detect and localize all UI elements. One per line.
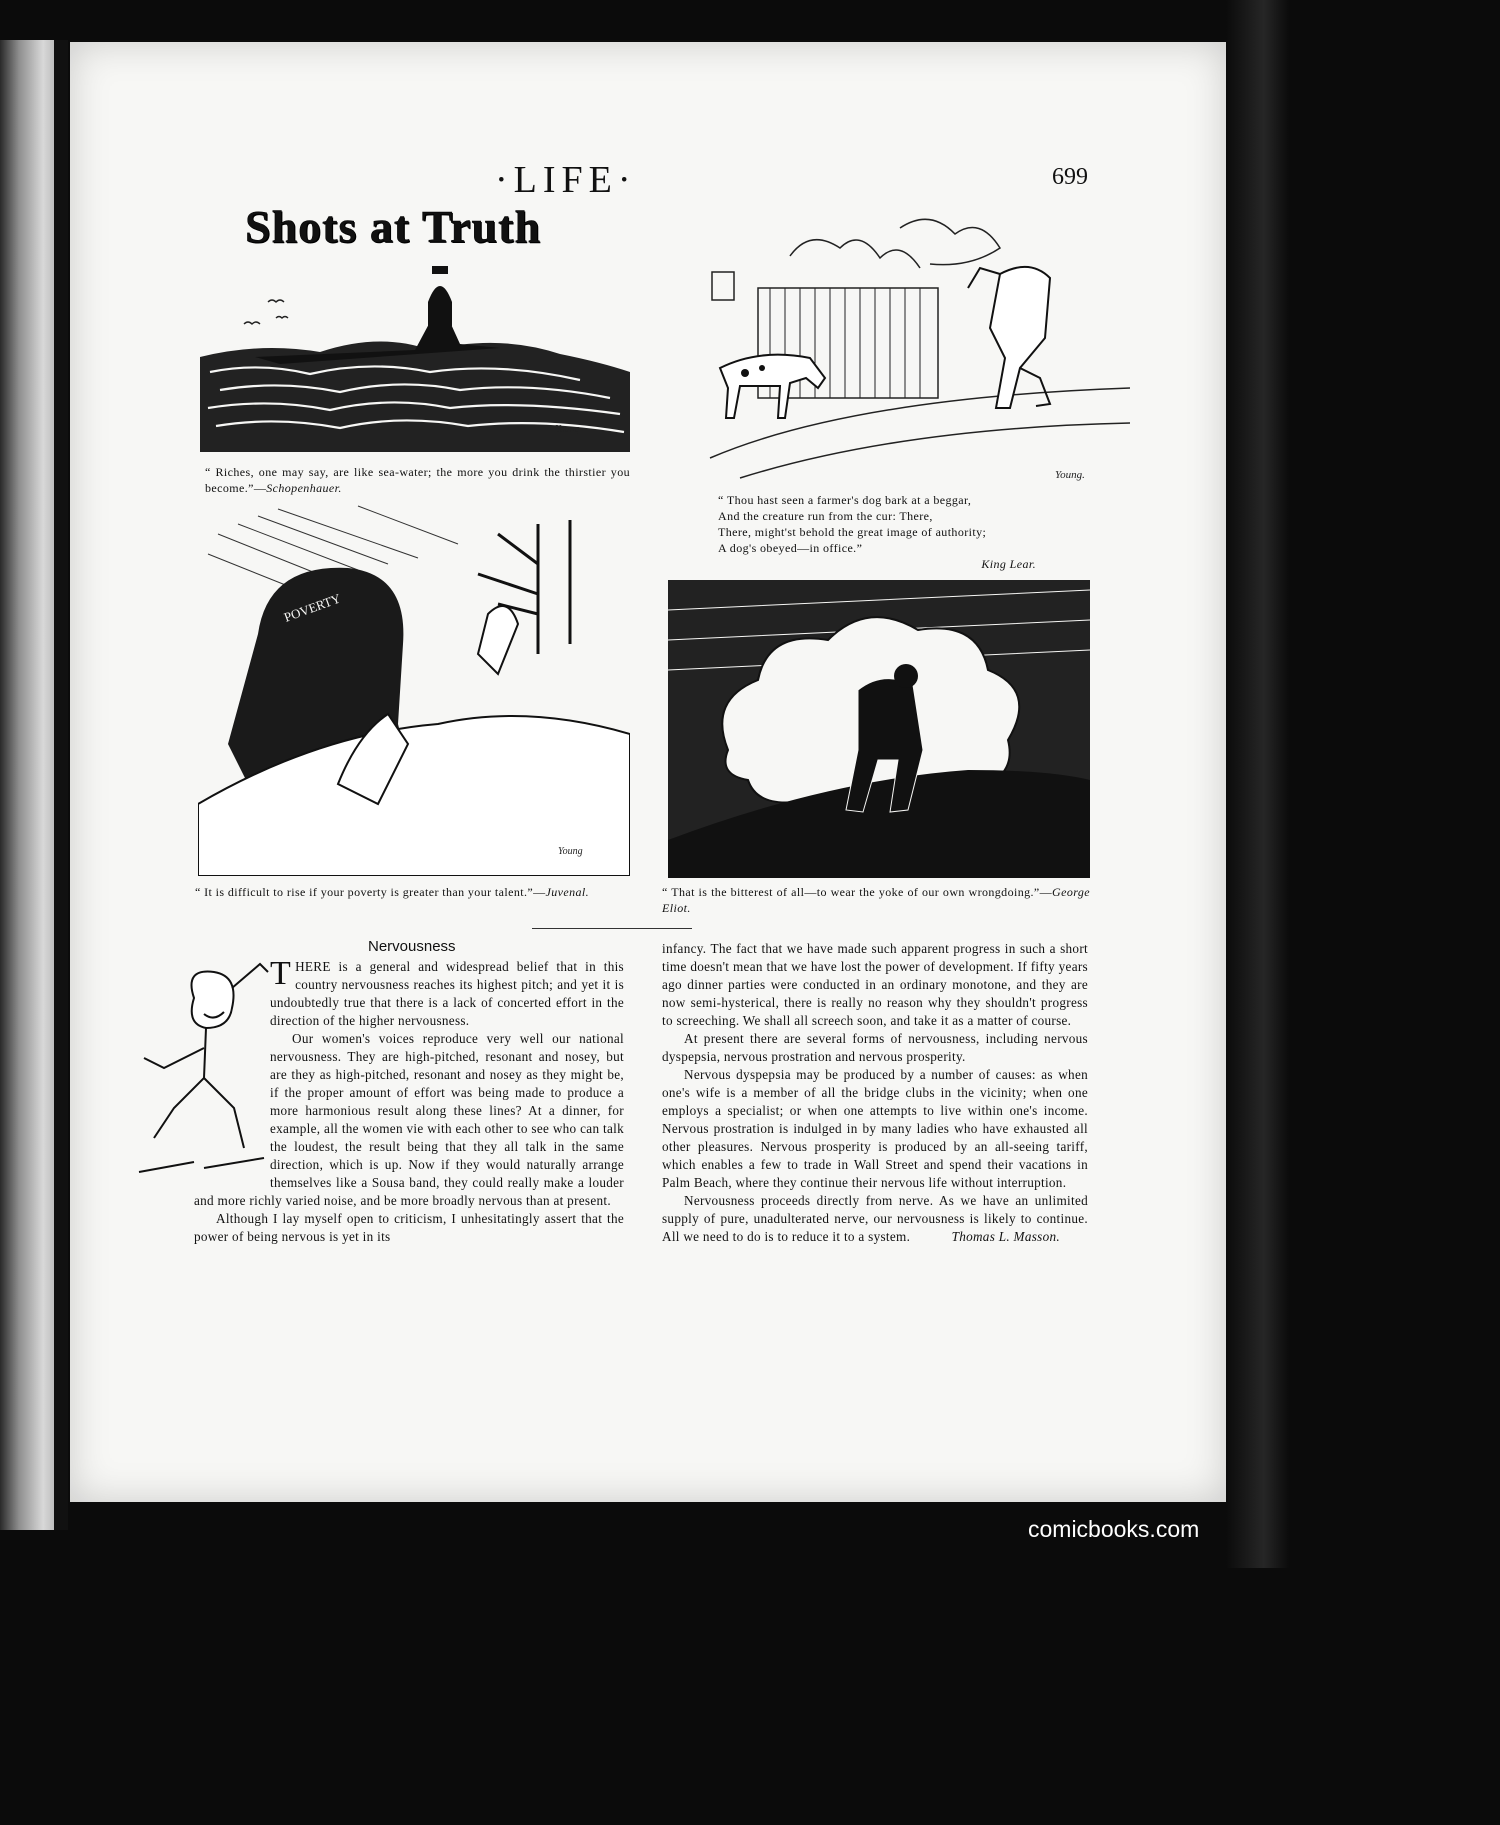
yoke-illustration bbox=[668, 580, 1090, 878]
sea-boat-illustration bbox=[200, 262, 630, 452]
section-divider bbox=[532, 928, 692, 929]
left-page-edge bbox=[0, 40, 54, 1530]
essay-paragraph: Nervous dyspepsia may be produced by a number of causes: as when one's wife is a member of all the bridge clubs in the vicinity; when one employs a specialist; or when one attempts to live within one's income. Nervous prostration is indulged in by many ladies who have exhausted all other pleasures. Nervous prosperity is produced by an all-seeing tariff, which enables a few to trade in Wall Street and spend their vacations in Palm Beach, where they continue their nervous life without interruption. bbox=[662, 1067, 1088, 1190]
essay-paragraph: infancy. The fact that we have made such apparent progress in such a short time doesn't mean that we have lost the power of development. If fifty years ago dinner parties were conducted in an ordinary monotone, and they are now semi-hysterical, there is really no reason why they shouldn't progress to screeching. We shall all screech soon, and take it as a matter of course. bbox=[662, 941, 1088, 1028]
caption-king-lear bbox=[718, 492, 1048, 572]
caption-riches bbox=[205, 464, 630, 496]
caption-riches-source: Schopenhauer. bbox=[266, 481, 342, 495]
magazine-title: ·LIFE· bbox=[495, 159, 637, 201]
svg-text:Young: Young bbox=[555, 424, 580, 435]
caption-poverty-source: Juvenal. bbox=[545, 885, 590, 899]
essay-title: Nervousness bbox=[368, 938, 456, 955]
page-number: 699 bbox=[1052, 164, 1088, 190]
essay-paragraph: Although I lay myself open to criticism, I unhesitatingly assert that the power of being nervous is yet in its bbox=[194, 1211, 624, 1244]
essay-paragraph: Nervousness proceeds directly from nerve. As we have an unlimited supply of pure, unadulterated nerve, our nervousness is likely to continue. All we need to do is to reduce it to a system. bbox=[662, 1193, 1088, 1244]
essay-column-2 bbox=[662, 940, 1088, 1246]
caption-king-lear-line: And the creature run from the cur: There, bbox=[718, 509, 933, 523]
caption-king-lear-line: A dog's obeyed—in office.” bbox=[718, 541, 863, 555]
section-title: Shots at Truth bbox=[245, 201, 542, 252]
caption-bitterest-quote: “ That is the bitterest of all—to wear the yoke of our own wrongdoing.”— bbox=[662, 885, 1053, 899]
dog-beggar-illustration bbox=[700, 208, 1130, 486]
poverty-illustration bbox=[198, 504, 630, 876]
caption-poverty bbox=[195, 884, 625, 900]
caption-king-lear-source: King Lear. bbox=[981, 557, 1036, 571]
essay-paragraph: At present there are several forms of nervousness, including nervous dyspepsia, nervous prostration and nervous prosperity. bbox=[662, 1031, 1088, 1064]
caption-poverty-quote: “ It is difficult to rise if your poverty is greater than your talent.”— bbox=[195, 885, 546, 899]
caption-king-lear-line: “ Thou hast seen a farmer's dog bark at a beggar, bbox=[718, 493, 972, 507]
right-border bbox=[1226, 0, 1289, 1568]
nervous-figure-illustration bbox=[134, 958, 270, 1180]
essay-paragraph: Our women's voices reproduce very well our national nervousness. They are high-pitched, resonant and nosey, but are they as high-pitched, resonant and nosey as they might be, if the proper amount of effort was being made to produce a more harmonious result along these lines? At a dinner, for example, all the women vie with each other to see who can talk the loudest, the result being that they all talk in the same direction, which is up. Now if they would naturally arrange themselves like a Sousa band, they could really make a louder and more richly varied noise, and be more broadly nervous than at present. bbox=[194, 1031, 624, 1208]
essay-column-1 bbox=[194, 955, 624, 1246]
caption-bitterest bbox=[662, 884, 1090, 916]
poverty-label: POVERTY bbox=[281, 590, 343, 625]
watermark: comicbooks.com bbox=[1028, 1516, 1200, 1542]
binding-gutter bbox=[54, 40, 68, 1530]
svg-text:Young.: Young. bbox=[1055, 469, 1085, 481]
essay-paragraph: HERE is a general and widespread belief that in this country nervousness reaches its highest pitch; and yet it is undoubtedly true that there is a lack of concerted effort in the direction of the higher nervousness. bbox=[270, 959, 624, 1028]
caption-king-lear-line: There, might'st behold the great image of authority; bbox=[718, 525, 987, 539]
essay-author: Thomas L. Masson. bbox=[951, 1229, 1060, 1244]
svg-text:Young: Young bbox=[558, 846, 583, 857]
caption-riches-quote: “ Riches, one may say, are like sea-water; the more you drink the thirstier you become.”— bbox=[205, 465, 630, 495]
caption-bitterest-source: George Eliot. bbox=[662, 885, 1090, 915]
drop-cap: T bbox=[270, 955, 292, 992]
